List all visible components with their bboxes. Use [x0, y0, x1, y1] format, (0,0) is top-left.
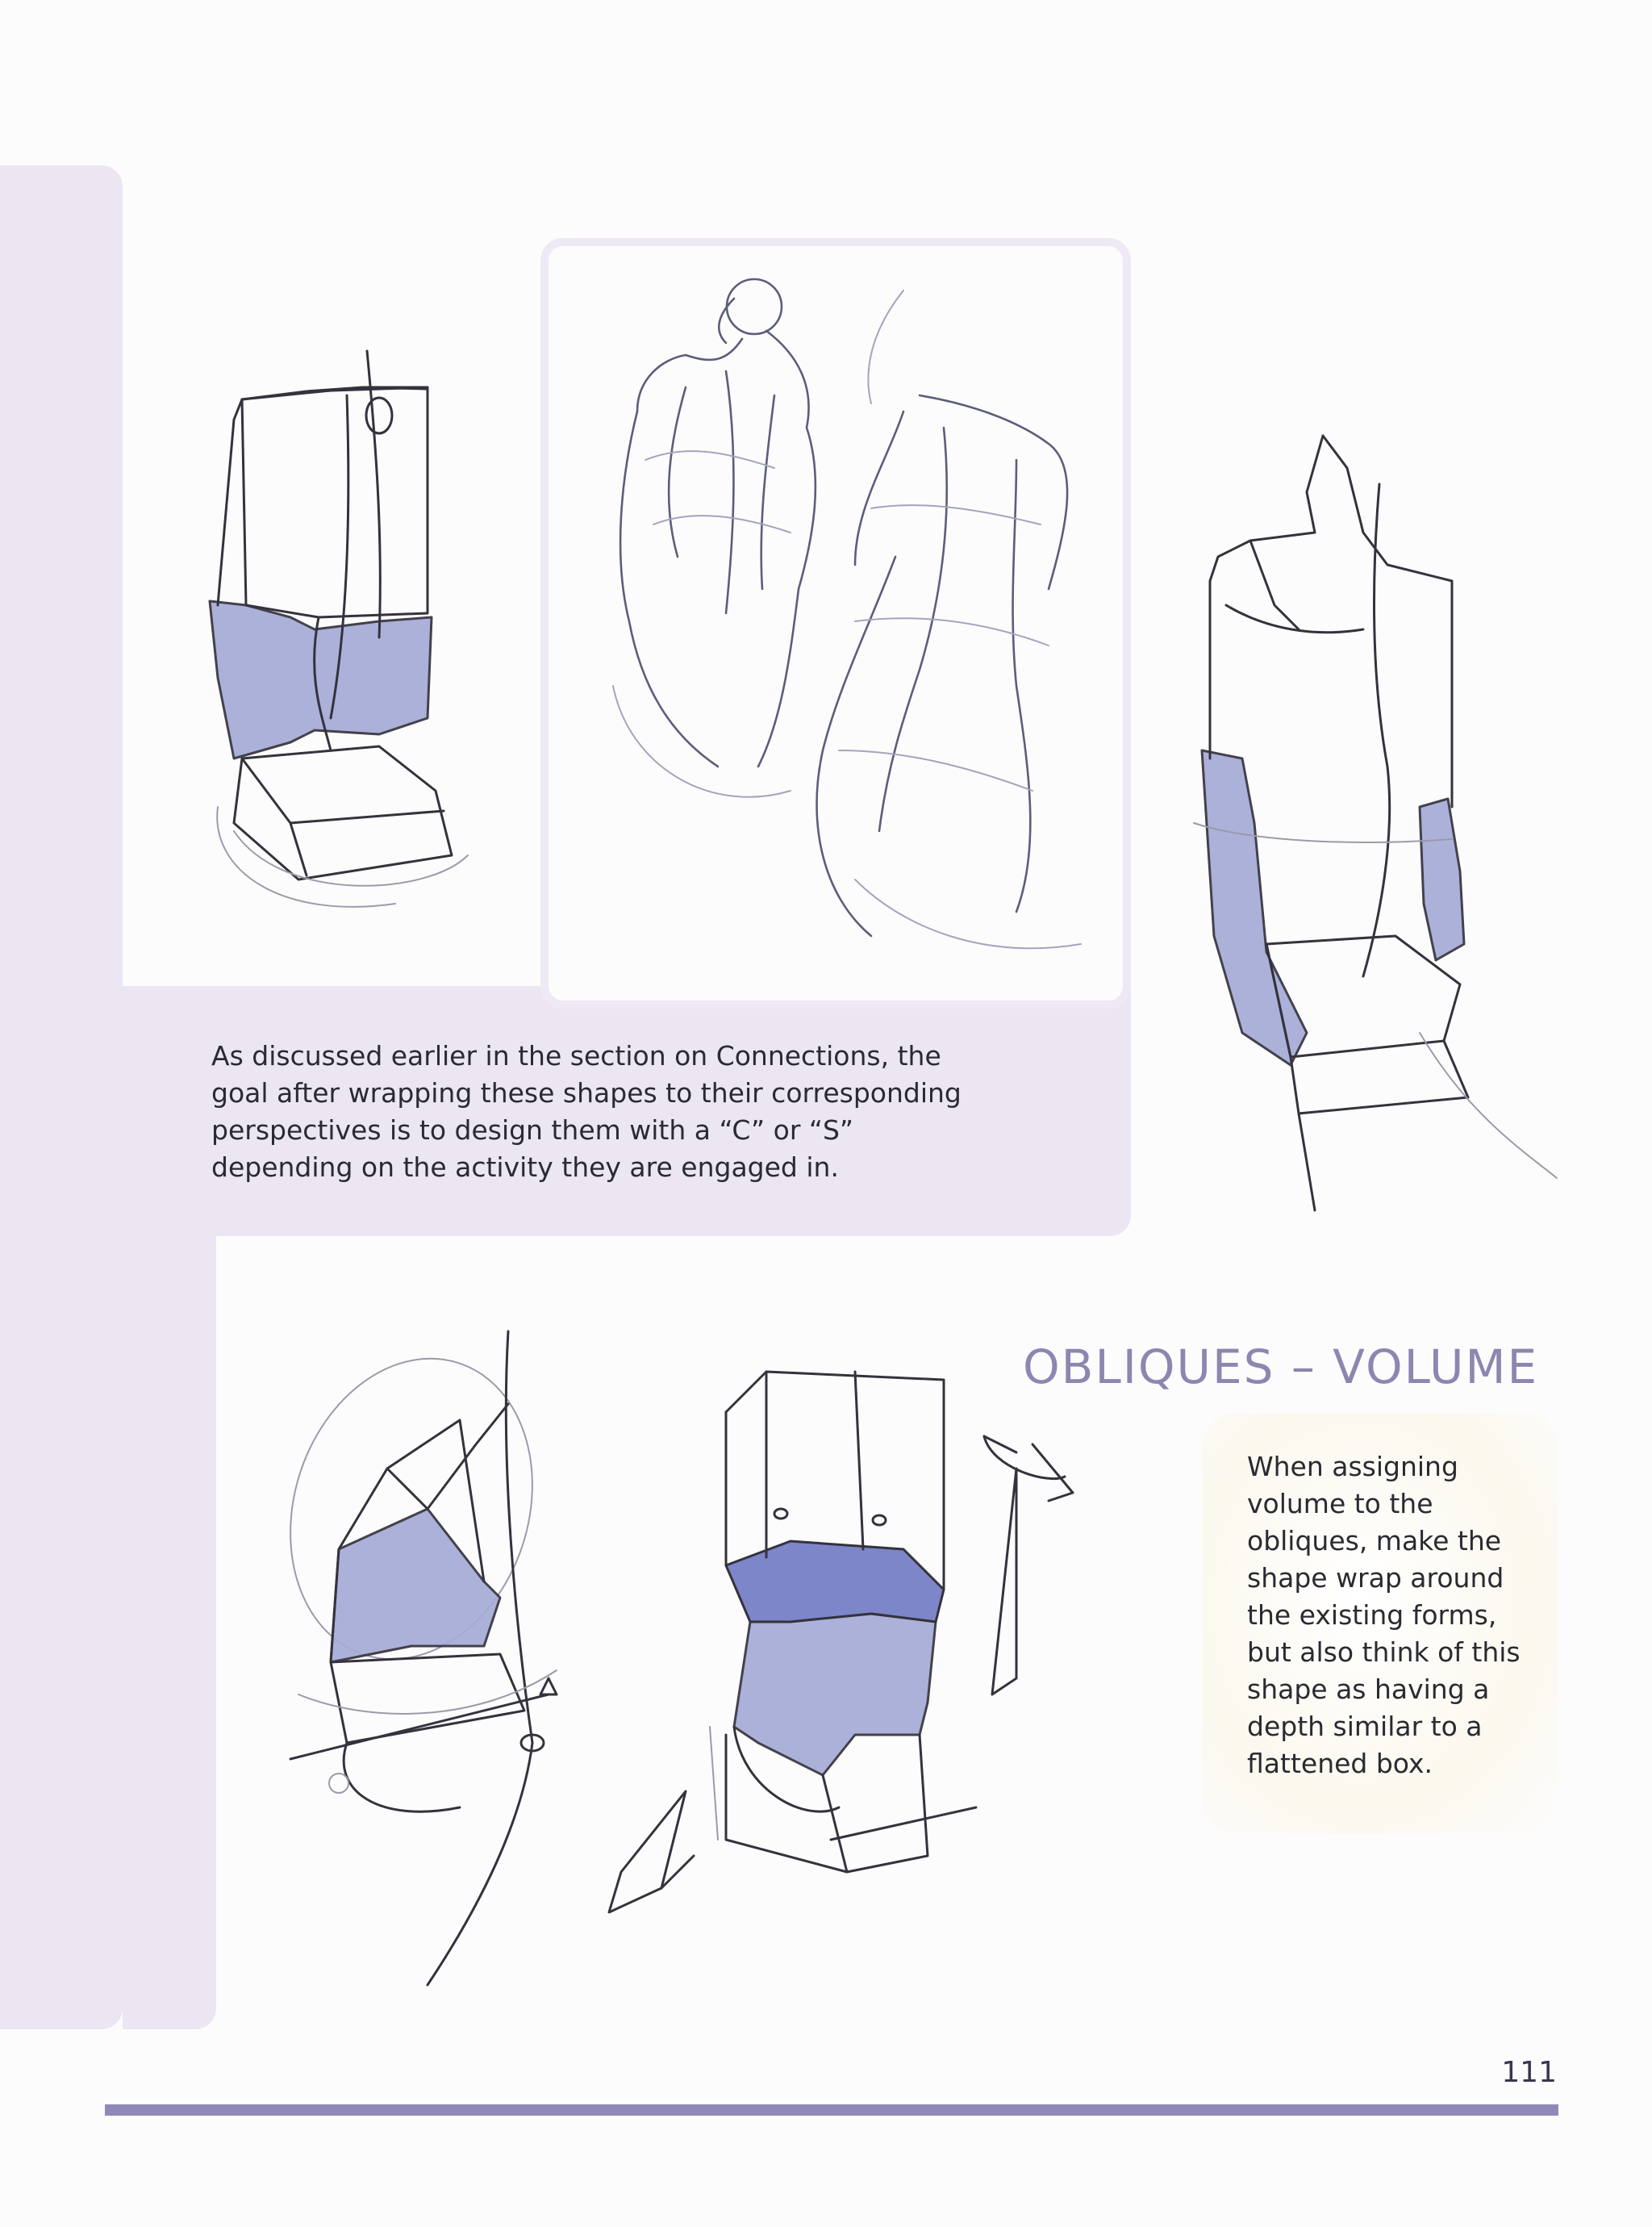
caption-line: perspectives is to design them with a “C” or “S”	[211, 1114, 854, 1146]
section-heading: OBLIQUES – VOLUME	[1023, 1339, 1539, 1394]
note-line: shape wrap around	[1247, 1562, 1504, 1594]
note-line: the existing forms,	[1247, 1599, 1497, 1631]
page-number: 111	[1501, 2056, 1557, 2089]
oblique-volume-sketch-left	[282, 1307, 605, 2001]
figure-caption	[211, 1038, 1002, 1186]
oblique-volume-sketch-center	[565, 1356, 1081, 1953]
side-band	[0, 165, 123, 2029]
note-line: When assigning	[1247, 1451, 1458, 1482]
note-line: flattened box.	[1247, 1748, 1433, 1779]
torso-box-sketch-right	[1178, 420, 1565, 1226]
note-line: depth similar to a	[1247, 1711, 1483, 1742]
note-text	[1247, 1448, 1554, 1782]
side-band-lower	[123, 1236, 216, 2029]
torso-box-sketch-left	[186, 339, 524, 952]
caption-line: depending on the activity they are engaged in.	[211, 1151, 839, 1183]
caption-line: As discussed earlier in the section on Connections, the	[211, 1040, 941, 1072]
note-line: shape as having a	[1247, 1673, 1490, 1705]
note-line: but also think of this	[1247, 1636, 1521, 1668]
note-line: volume to the	[1247, 1488, 1433, 1519]
footer-rule	[105, 2104, 1558, 2116]
back-muscle-study	[565, 266, 1113, 992]
note-line: obliques, make the	[1247, 1525, 1502, 1556]
caption-line: goal after wrapping these shapes to their corresponding	[211, 1077, 962, 1109]
